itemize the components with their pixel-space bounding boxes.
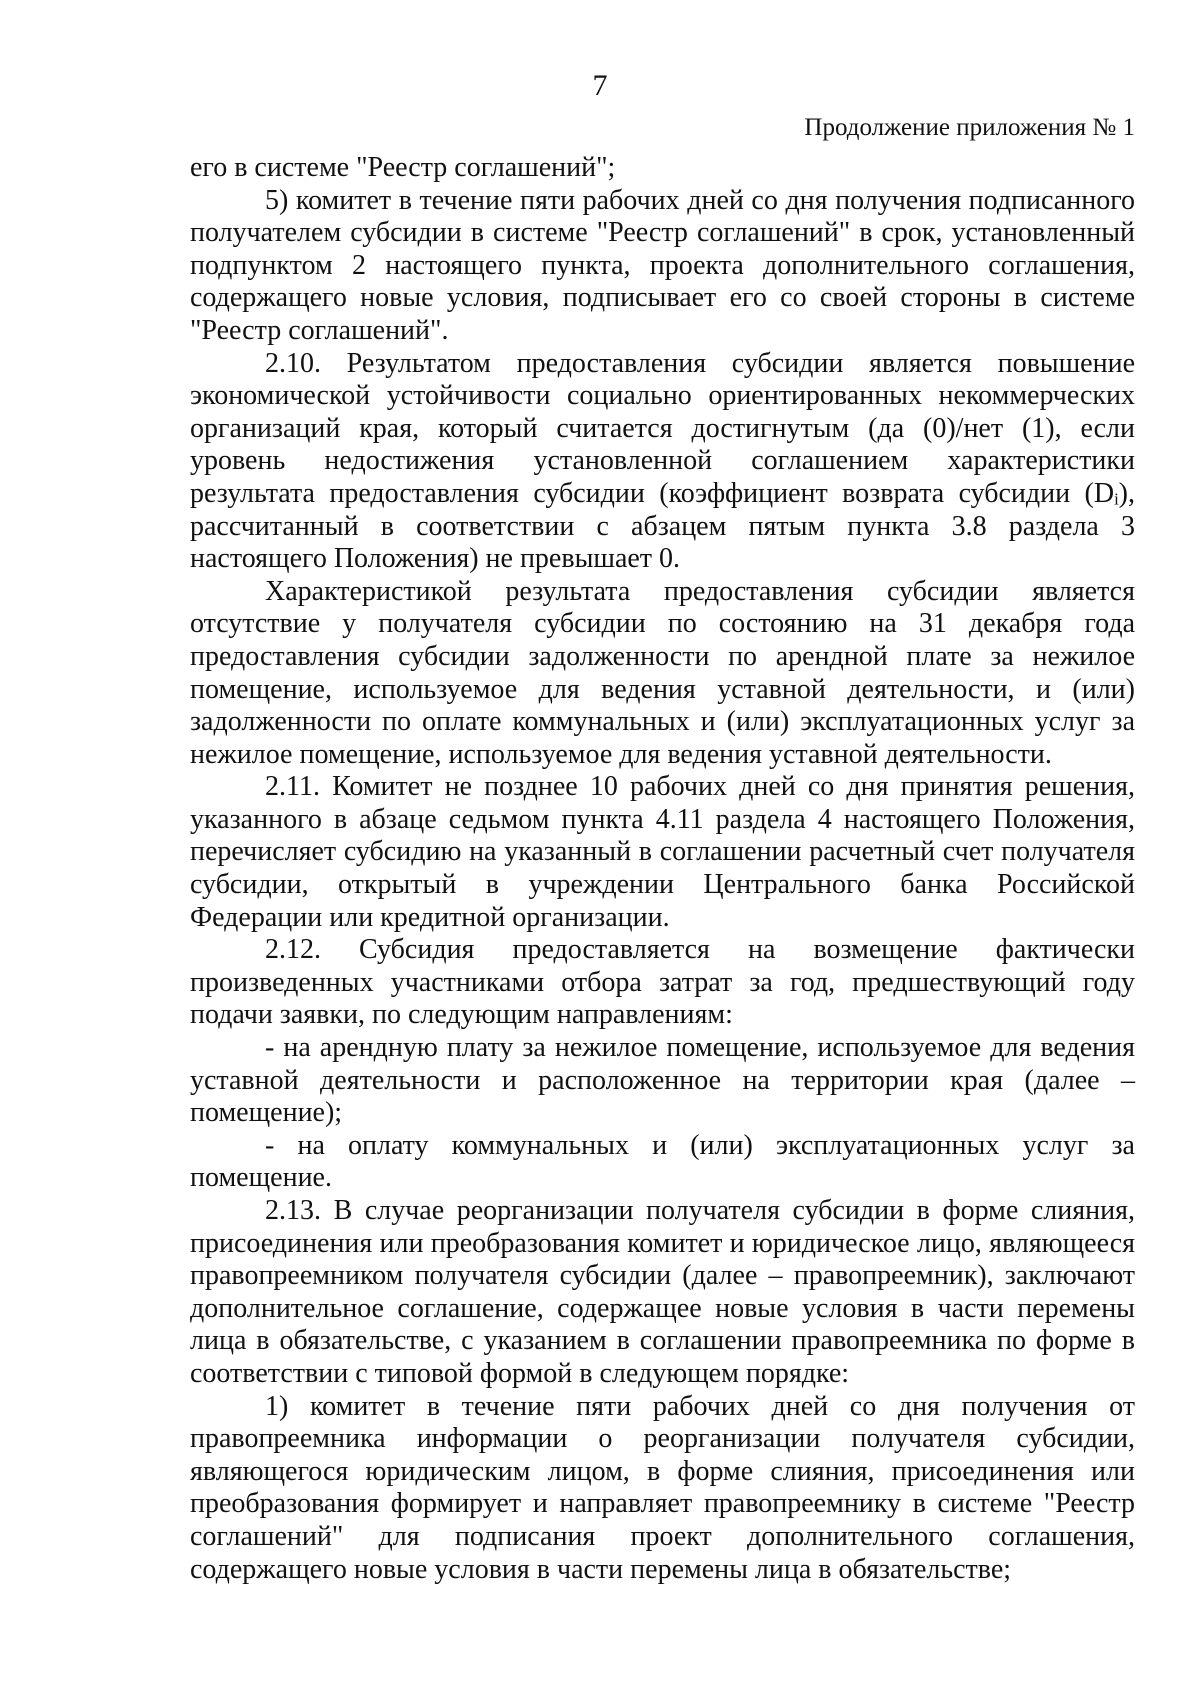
paragraph: 2.12. Субсидия предоставляется на возмещение фактически произведенных участниками отбора затрат за год, предшествующий году подачи заявки, по следующим направлениям: — [190, 934, 1135, 1031]
paragraph: 2.10. Результатом предоставления субсидии является повышение экономической устойчивости социально ориентированных некоммерческих организаций края, который считается достигнутым (да (0)/нет (1), если уровень недостижения установленной соглашением характеристики результата предоставления субсидии (коэффициент возврата субсидии (Dᵢ), рассчитанный в соответствии с абзацем пятым пункта 3.8 раздела 3 настоящего Положения) не превышает 0. — [190, 347, 1135, 575]
paragraph: 2.13. В случае реорганизации получателя субсидии в форме слияния, присоединения или преобразования комитет и юридическое лицо, являющееся правопреемником получателя субсидии (далее – правопреемник), заключают дополнительное соглашение, содержащее новые условия в части перемены лица в обязательстве, с указанием в соглашении правопреемника по форме в соответствии с типовой формой в следующем порядке: — [190, 1195, 1135, 1389]
page-number: 7 — [592, 69, 608, 102]
appendix-continuation-note: Продолжение приложения № 1 — [804, 114, 1135, 141]
paragraph: 5) комитет в течение пяти рабочих дней со дня получения подписанного получателем субсидии в системе "Реестр соглашений" в срок, установленный подпунктом 2 настоящего пункта, проекта дополнительного соглашения, содержащего новые условия, подписывает его со своей стороны в системе "Реестр соглашений". — [190, 184, 1135, 346]
paragraph: 2.11. Комитет не позднее 10 рабочих дней со дня принятия решения, указанного в абзаце седьмом пункта 4.11 раздела 4 настоящего Положения, перечисляет субсидию на указанный в соглашении расчетный счет получателя субсидии, открытый в учреждении Центрального банка Российской Федерации или кредитной организации. — [190, 771, 1135, 933]
paragraph: Характеристикой результата предоставления субсидии является отсутствие у получателя субсидии по состоянию на 31 декабря года предоставления субсидии задолженности по арендной плате за нежилое помещение, используемое для ведения уставной деятельности, и (или) задолженности по оплате коммунальных и (или) эксплуатационных услуг за нежилое помещение, используемое для ведения уставной деятельности. — [190, 575, 1135, 770]
document-body — [190, 152, 1135, 1586]
paragraph: - на оплату коммунальных и (или) эксплуатационных услуг за помещение. — [190, 1129, 1135, 1194]
paragraph: его в системе "Реестр соглашений"; — [190, 152, 616, 183]
paragraph: 1) комитет в течение пяти рабочих дней со дня получения от правопреемника информации о реорганизации получателя субсидии, являющегося юридическим лицом, в форме слияния, присоединения или преобразования формирует и направляет правопреемнику в системе "Реестр соглашений" для подписания проект дополнительного соглашения, содержащего новые условия в части перемены лица в обязательстве; — [190, 1390, 1135, 1585]
paragraph: - на арендную плату за нежилое помещение, используемое для ведения уставной деятельности и расположенное на территории края (далее – помещение); — [190, 1032, 1135, 1129]
